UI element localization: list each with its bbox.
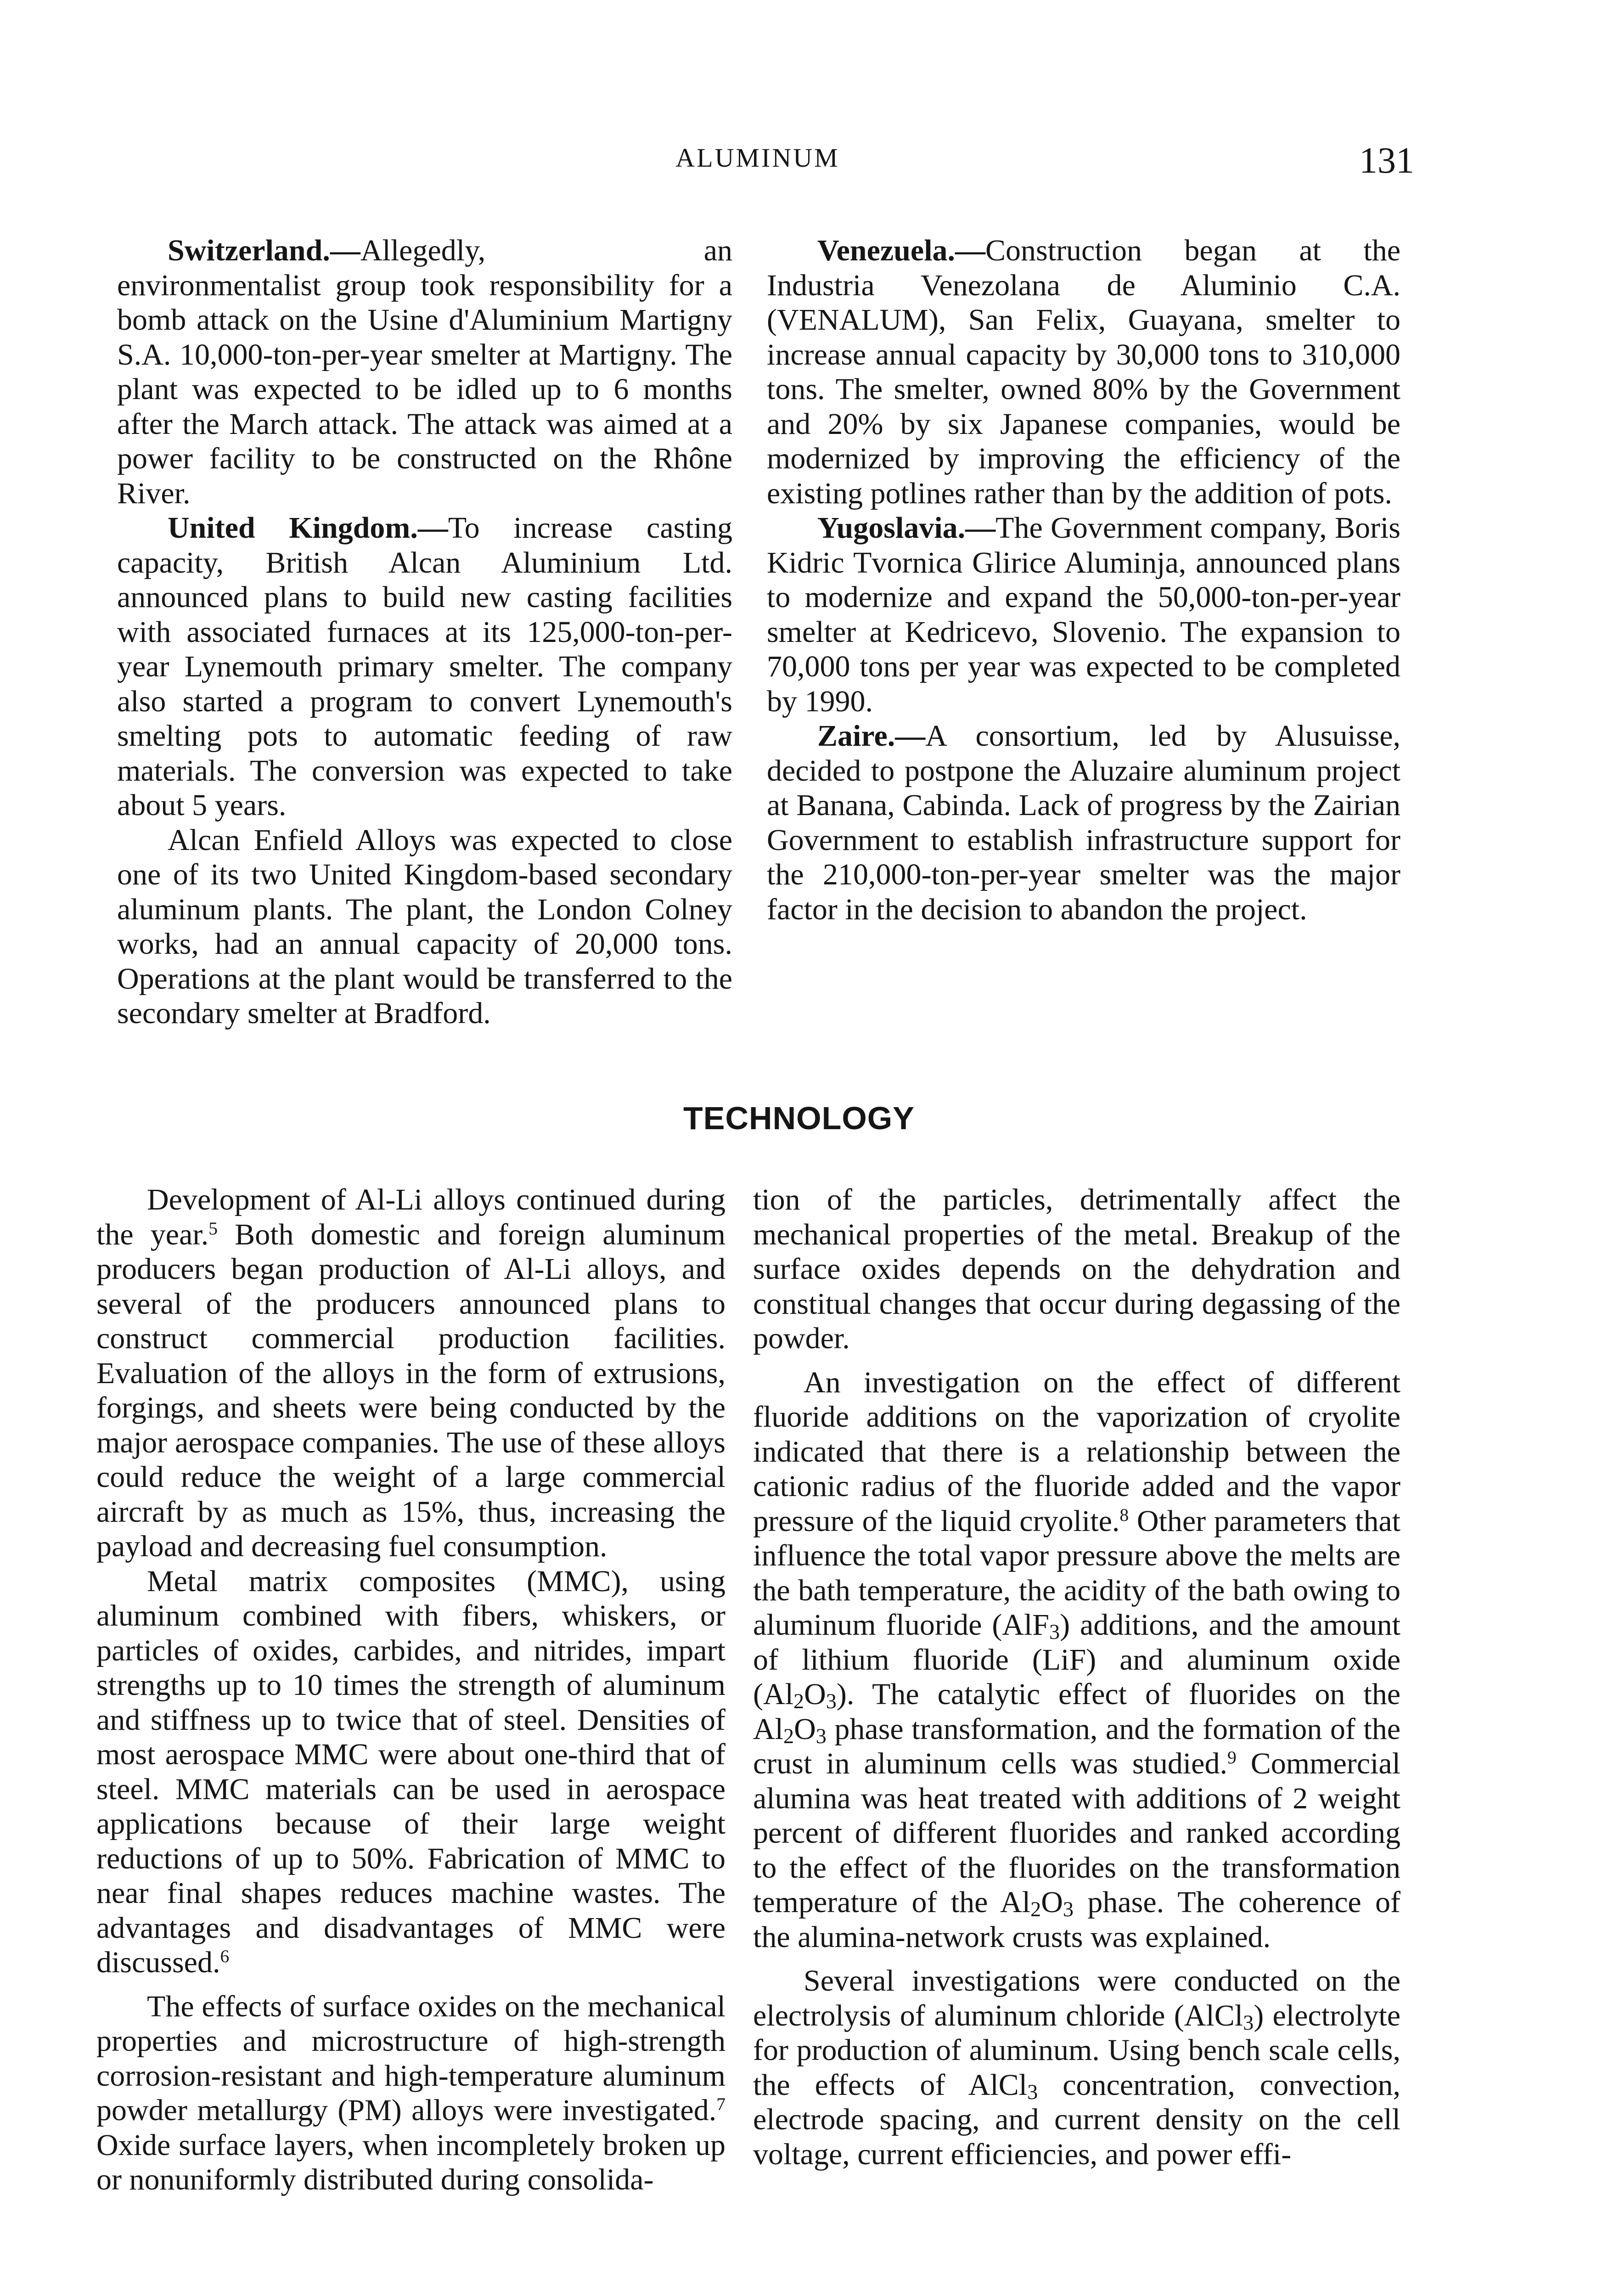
al-li-paragraph: Development of Al-Li alloys continued during the year.$^5$ Both domestic and foreign aluminum producers began production of Al-Li alloys, and several of the producers announced plans to construct commercial production facilities. Evaluation of the alloys in the form of extrusions, forgings, and sheets were being conducted by the major aerospace companies. The use of these alloys could reduce the weight of a large commercial aircraft by as much as 15%, thus, increasing the payload and decreasing fuel consumption. bbox=[96, 1183, 725, 1563]
footnote-ref: 7 bbox=[716, 2094, 725, 2115]
surface-oxides-paragraph: The effects of surface oxides on the mechanical properties and microstructure of high-strength corrosion-resistant and high-temperature aluminum powder metallurgy (PM) alloys were investigated.$^7$ Oxide surface layers, when incompletely broken up or nonuniformly distributed during consolida- bbox=[96, 1989, 725, 2196]
yugoslavia-heading: Yugoslavia.— bbox=[817, 511, 996, 545]
yugoslavia-paragraph: Yugoslavia.—The Government company, Boris Kidric Tvornica Glirice Aluminja, announced plans to modernize and expand the 50,000-ton-per-year smelter at Kedricevo, Slovenio. The expansion to 70,000 tons per year was expected to be completed by 1990. bbox=[767, 511, 1400, 718]
footnote-ref: 8 bbox=[1119, 1504, 1129, 1525]
particles-continuation-paragraph: tion of the particles, detrimentally affect the mechanical properties of the metal. Breakup of the surface oxides depends on the dehydration and constitual changes that occur during degassing of the powder. bbox=[753, 1183, 1400, 1355]
mmc-paragraph: Metal matrix composites (MMC), using aluminum combined with fibers, whiskers, or particles of oxides, carbides, and nitrides, impart strengths up to 10 times the strength of aluminum and stiffness up to twice that of steel. Densities of most aerospace MMC were about one-third that of steel. MMC materials can be used in aerospace applications because of their large weight reductions of up to 50%. Fabrication of MMC to near final shapes reduces machine wastes. The advantages and disadvantages of MMC were discussed.$^6$ bbox=[96, 1564, 725, 1979]
zaire-heading: Zaire.— bbox=[817, 719, 926, 753]
zaire-paragraph: Zaire.—A consortium, led by Alusuisse, decided to postpone the Aluzaire aluminum project at Banana, Cabinda. Lack of progress by the Zairian Government to establish infrastructure support for the 210,000-ton-per-year smelter was the major factor in the decision to abandon the project. bbox=[767, 719, 1400, 926]
united-kingdom-paragraph: United Kingdom.—To increase casting capacity, British Alcan Aluminium Ltd. announced plans to build new casting facilities with associated furnaces at its 125,000-ton-per-year Lynemouth primary smelter. The company also started a program to convert Lynemouth's smelting pots to automatic feeding of raw materials. The conversion was expected to take about 5 years. bbox=[117, 511, 732, 822]
electrolysis-paragraph: Several investigations were conducted on the electrolysis of aluminum chloride (AlCl$_3$) electrolyte for production of aluminum. Using bench scale cells, the effects of AlCl$_3$ concentration, convection, electrode spacing, and current density on the cell voltage, current efficiencies, and power effi- bbox=[753, 1964, 1400, 2171]
footnote-ref: 5 bbox=[208, 1218, 218, 1238]
switzerland-heading: Switzerland.— bbox=[168, 234, 360, 267]
upper-left-column bbox=[117, 233, 732, 1031]
united-kingdom-heading: United Kingdom.— bbox=[168, 511, 448, 545]
running-title: ALUMINUM bbox=[675, 143, 840, 173]
venezuela-paragraph: Venezuela.—Construction began at the Industria Venezolana de Aluminio C.A. (VENALUM), San Felix, Guayana, smelter to increase annual capacity by 30,000 tons to 310,000 tons. The smelter, owned 80% by the Government and 20% by six Japanese companies, would be modernized by improving the efficiency of the existing potlines rather than by the addition of pots. bbox=[767, 234, 1400, 510]
footnote-ref: 6 bbox=[220, 1946, 230, 1967]
upper-right-column bbox=[767, 233, 1400, 927]
page-number: 131 bbox=[1359, 141, 1414, 181]
switzerland-paragraph: Switzerland.—Allegedly, an environmentalist group took responsibility for a bomb attack on the Usine d'Aluminium Martigny S.A. 10,000-ton-per-year smelter at Martigny. The plant was expected to be idled up to 6 months after the March attack. The attack was aimed at a power facility to be constructed on the Rhône River. bbox=[117, 234, 732, 510]
alcan-enfield-paragraph: Alcan Enfield Alloys was expected to close one of its two United Kingdom-based secondary aluminum plants. The plant, the London Colney works, had an annual capacity of 20,000 tons. Operations at the plant would be transferred to the secondary smelter at Bradford. bbox=[117, 823, 732, 1030]
fluoride-paragraph: An investigation on the effect of different fluoride additions on the vaporization of cryolite indicated that there is a relationship between the cationic radius of the fluoride added and the vapor pressure of the liquid cryolite.$^8$ Other parameters that influence the total vapor pressure above the melts are the bath temperature, the acidity of the bath owing to aluminum fluoride (AlF$_3$) additions, and the amount of lithium fluoride (LiF) and aluminum oxide $(Al_2O_3)$. The catalytic effect of fluorides on the $Al_2O_3$ phase transformation, and the formation of the crust in aluminum cells was studied.$^9$ Commercial alumina was heat treated with additions of 2 weight percent of different fluorides and ranked according to the effect of the fluorides on the transformation temperature of the $Al_2O_3$ phase. The coherence of the alumina-network crusts was explained. bbox=[753, 1365, 1401, 1954]
lower-left-column bbox=[96, 1182, 725, 2197]
venezuela-heading: Venezuela.— bbox=[817, 234, 986, 267]
section-heading-technology: TECHNOLOGY bbox=[683, 1100, 915, 1136]
lower-right-column bbox=[753, 1182, 1400, 2172]
footnote-ref: 9 bbox=[1227, 1747, 1237, 1768]
